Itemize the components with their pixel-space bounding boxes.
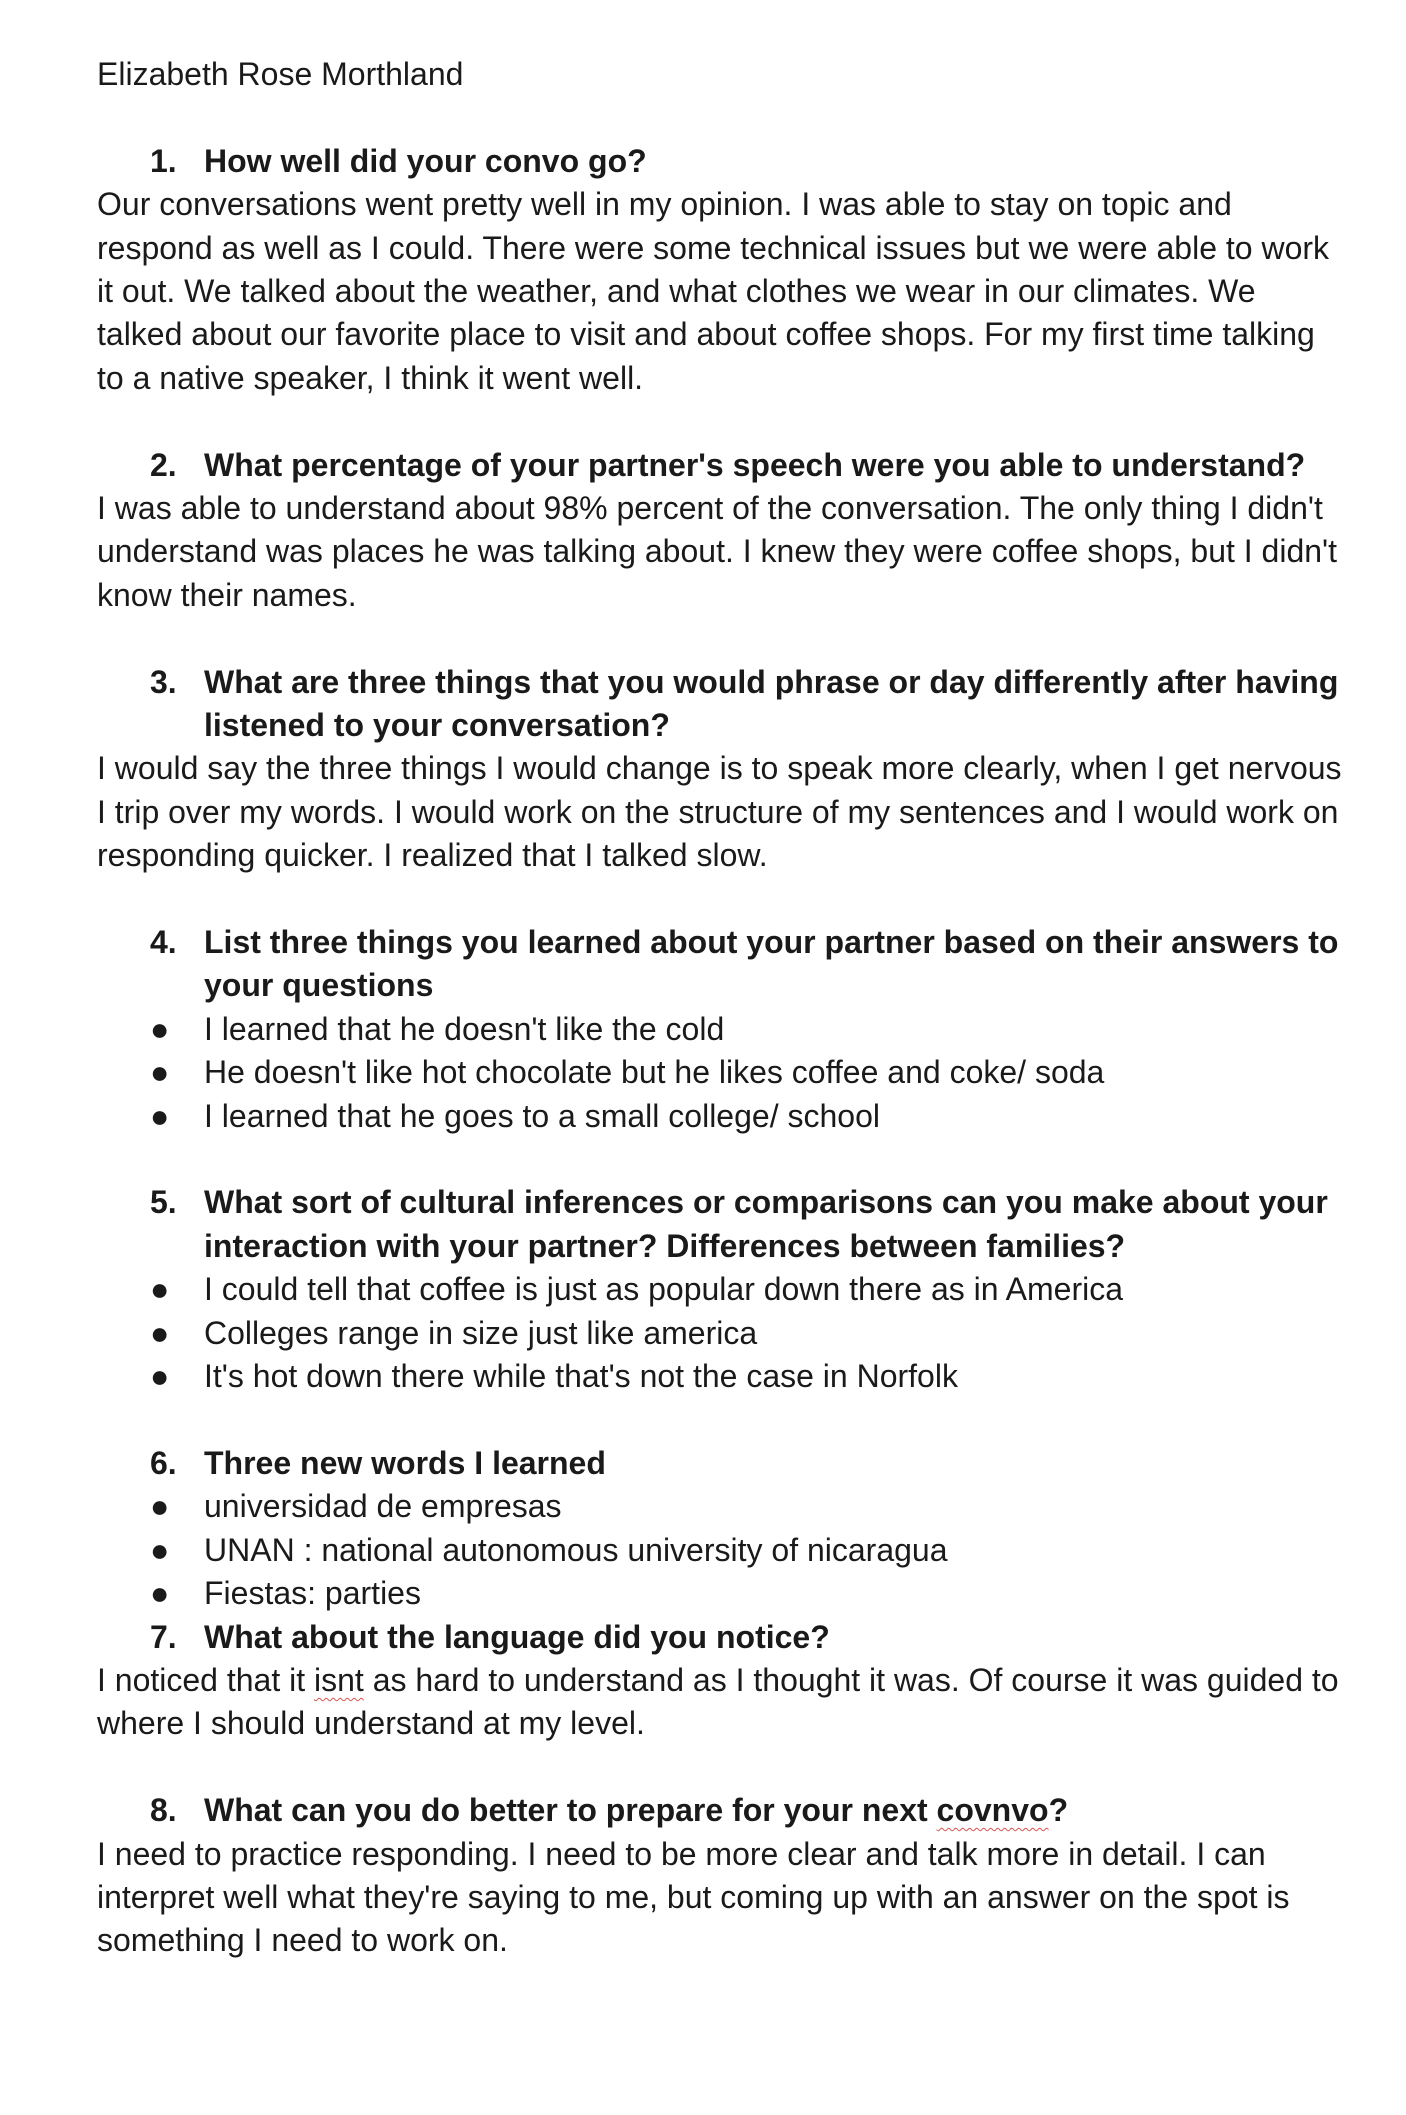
question-number: 4. — [150, 924, 177, 961]
question-3 — [97, 661, 1346, 748]
answer-1: Our conversations went pretty well in my opinion. I was able to stay on topic and respond as well as I could. There were some technical issues but we were able to work it out. We talked about the weather, and what clothes we wear in our climates. We talked about our favorite place to visit and about coffee shops. For my first time talking to a native speaker, I think it went well. — [97, 186, 1330, 396]
list-item-text: I learned that he goes to a small college/ school — [204, 1097, 880, 1134]
question-number: 1. — [150, 142, 177, 179]
question-number: 8. — [150, 1792, 177, 1829]
question-number: 3. — [150, 663, 177, 700]
answer-8: I need to practice responding. I need to be more clear and talk more in detail. I can interpret well what they're saying to me, but coming up with an answer on the spot is something I need to work on. — [97, 1835, 1290, 1959]
spacer — [97, 1746, 1346, 1789]
list-item-text: Colleges range in size just like america — [204, 1314, 758, 1351]
answer-text: I noticed that it — [97, 1661, 315, 1698]
misspelled-word[interactable]: covnvo — [936, 1792, 1049, 1829]
bullet-icon: ● — [150, 1054, 170, 1091]
answer-3: I would say the three things I would change is to speak more clearly, when I get nervous I trip over my words. I would work on the structure of my sentences and I would work on responding quicker. I realized that I talked slow. — [97, 750, 1342, 874]
question-text-part: What can you do better to prepare for your next — [204, 1792, 937, 1829]
author-name: Elizabeth Rose Morthland — [97, 56, 464, 92]
list-item — [97, 1268, 1346, 1311]
question-text — [204, 1789, 1346, 1832]
question-2 — [97, 444, 1346, 487]
question-1 — [97, 140, 1346, 183]
list-item-text: Fiestas: parties — [204, 1575, 421, 1612]
list-item-text: UNAN : national autonomous university of nicaragua — [204, 1531, 948, 1568]
question-text: List three things you learned about your partner based on their answers to your questions — [204, 924, 1339, 1004]
question-7 — [97, 1616, 1346, 1659]
answer-text: as hard to understand as I thought it was. Of course it was guided to where I should understand at my level. — [97, 1661, 1339, 1742]
question-text-part: ? — [1048, 1792, 1069, 1829]
question-5 — [97, 1181, 1346, 1268]
bullet-icon: ● — [150, 1314, 170, 1351]
question-number: 2. — [150, 446, 177, 483]
question-number: 5. — [150, 1184, 177, 1221]
spacer — [97, 96, 1346, 139]
list-item — [97, 1572, 1346, 1615]
question-8 — [97, 1789, 1346, 1832]
bullet-icon: ● — [150, 1271, 170, 1308]
question-text: What sort of cultural inferences or comparisons can you make about your interaction with your partner? Differences between families? — [204, 1184, 1328, 1264]
bullet-icon: ● — [150, 1010, 170, 1047]
spacer — [97, 1399, 1346, 1442]
list-item — [97, 1529, 1346, 1572]
answer-6-list — [97, 1485, 1346, 1615]
question-text: What percentage of your partner's speech were you able to understand? — [204, 446, 1306, 483]
bullet-icon: ● — [150, 1575, 170, 1612]
spacer — [97, 878, 1346, 921]
list-item — [97, 1051, 1346, 1094]
list-item-text: It's hot down there while that's not the case in Norfolk — [204, 1358, 958, 1395]
answer-5-list — [97, 1268, 1346, 1398]
answer-4-list — [97, 1008, 1346, 1138]
question-text: How well did your convo go? — [204, 142, 647, 179]
list-item-text: universidad de empresas — [204, 1488, 562, 1525]
bullet-icon: ● — [150, 1358, 170, 1395]
question-text: What about the language did you notice? — [204, 1618, 830, 1655]
bullet-icon: ● — [150, 1488, 170, 1525]
question-text: Three new words I learned — [204, 1444, 606, 1481]
spacer — [97, 617, 1346, 660]
question-text: What are three things that you would phrase or day differently after having listened to your conversation? — [204, 663, 1339, 744]
question-6 — [97, 1442, 1346, 1485]
bullet-icon: ● — [150, 1531, 170, 1568]
list-item — [97, 1312, 1346, 1355]
answer-7 — [97, 1659, 1346, 1746]
list-item-text: He doesn't like hot chocolate but he likes coffee and coke/ soda — [204, 1054, 1105, 1091]
list-item-text: I could tell that coffee is just as popular down there as in America — [204, 1271, 1124, 1308]
question-number: 6. — [150, 1444, 177, 1481]
question-number: 7. — [150, 1618, 177, 1655]
misspelled-word[interactable]: isnt — [314, 1661, 364, 1698]
list-item — [97, 1095, 1346, 1138]
spacer — [97, 1138, 1346, 1181]
spacer — [97, 400, 1346, 443]
list-item — [97, 1355, 1346, 1398]
list-item — [97, 1008, 1346, 1051]
answer-2: I was able to understand about 98% percent of the conversation. The only thing I didn't understand was places he was talking about. I knew they were coffee shops, but I didn't know their names. — [97, 490, 1338, 613]
list-item — [97, 1485, 1346, 1528]
question-4 — [97, 921, 1346, 1008]
bullet-icon: ● — [150, 1097, 170, 1134]
list-item-text: I learned that he doesn't like the cold — [204, 1010, 725, 1047]
